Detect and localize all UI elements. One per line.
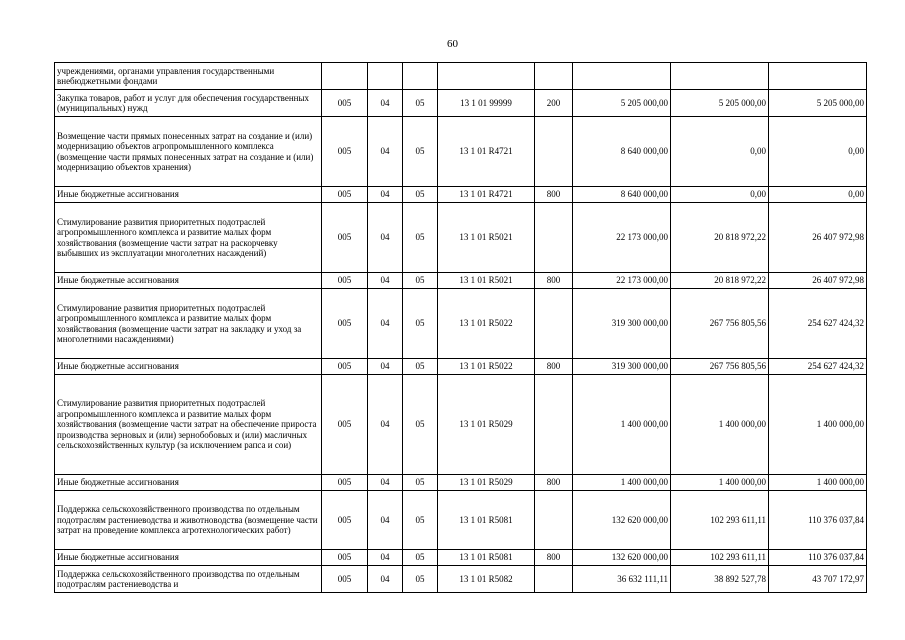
section-code [368, 63, 403, 90]
department-code: 005 [322, 375, 368, 475]
amount-year-2: 267 756 805,56 [671, 359, 769, 375]
section-code: 04 [368, 273, 403, 289]
section-code: 04 [368, 550, 403, 566]
amount-year-1: 22 173 000,00 [573, 273, 671, 289]
amount-year-3 [769, 63, 867, 90]
section-code: 04 [368, 475, 403, 491]
amount-year-2: 102 293 611,11 [671, 491, 769, 550]
target-article-code: 13 1 01 R5022 [438, 359, 535, 375]
budget-item-name: Иные бюджетные ассигнования [55, 359, 322, 375]
subsection-code [403, 63, 438, 90]
expense-type-code [535, 566, 573, 593]
budget-table [54, 62, 867, 593]
budget-item-name: Иные бюджетные ассигнования [55, 550, 322, 566]
expense-type-code [535, 117, 573, 187]
expense-type-code [535, 63, 573, 90]
subsection-code: 05 [403, 203, 438, 273]
amount-year-2: 0,00 [671, 117, 769, 187]
table-row [55, 566, 867, 593]
amount-year-2: 38 892 527,78 [671, 566, 769, 593]
amount-year-2: 5 205 000,00 [671, 90, 769, 117]
expense-type-code [535, 491, 573, 550]
subsection-code: 05 [403, 273, 438, 289]
amount-year-2: 20 818 972,22 [671, 203, 769, 273]
expense-type-code: 200 [535, 90, 573, 117]
expense-type-code: 800 [535, 475, 573, 491]
table-row [55, 550, 867, 566]
subsection-code: 05 [403, 491, 438, 550]
amount-year-1: 319 300 000,00 [573, 359, 671, 375]
expense-type-code [535, 375, 573, 475]
target-article-code [438, 63, 535, 90]
page-number: 60 [447, 38, 458, 50]
table-row [55, 289, 867, 359]
amount-year-1 [573, 63, 671, 90]
department-code: 005 [322, 491, 368, 550]
department-code: 005 [322, 90, 368, 117]
budget-item-name: учреждениями, органами управления государственными внебюджетными фондами [55, 63, 322, 90]
department-code: 005 [322, 203, 368, 273]
amount-year-1: 8 640 000,00 [573, 187, 671, 203]
target-article-code: 13 1 01 R5081 [438, 491, 535, 550]
amount-year-3: 110 376 037,84 [769, 491, 867, 550]
budget-item-name: Стимулирование развития приоритетных подотраслей агропромышленного комплекса и развитие малых форм хозяйствования (возмещение части затрат на закладку и уход за многолетними насаждениями) [55, 289, 322, 359]
expense-type-code: 800 [535, 187, 573, 203]
budget-item-name: Иные бюджетные ассигнования [55, 475, 322, 491]
department-code [322, 63, 368, 90]
subsection-code: 05 [403, 550, 438, 566]
table-row [55, 273, 867, 289]
target-article-code: 13 1 01 R5082 [438, 566, 535, 593]
table-row [55, 475, 867, 491]
section-code: 04 [368, 359, 403, 375]
department-code: 005 [322, 475, 368, 491]
budget-item-name: Иные бюджетные ассигнования [55, 187, 322, 203]
amount-year-1: 8 640 000,00 [573, 117, 671, 187]
section-code: 04 [368, 289, 403, 359]
table-body [55, 63, 867, 593]
amount-year-3: 0,00 [769, 117, 867, 187]
amount-year-1: 1 400 000,00 [573, 475, 671, 491]
amount-year-1: 5 205 000,00 [573, 90, 671, 117]
target-article-code: 13 1 01 R5021 [438, 203, 535, 273]
target-article-code: 13 1 01 R5029 [438, 375, 535, 475]
section-code: 04 [368, 90, 403, 117]
subsection-code: 05 [403, 566, 438, 593]
amount-year-3: 0,00 [769, 187, 867, 203]
subsection-code: 05 [403, 375, 438, 475]
target-article-code: 13 1 01 R5022 [438, 289, 535, 359]
section-code: 04 [368, 117, 403, 187]
table-row [55, 375, 867, 475]
section-code: 04 [368, 203, 403, 273]
amount-year-2 [671, 63, 769, 90]
amount-year-3: 110 376 037,84 [769, 550, 867, 566]
target-article-code: 13 1 01 R4721 [438, 117, 535, 187]
table-row [55, 187, 867, 203]
amount-year-3: 1 400 000,00 [769, 475, 867, 491]
department-code: 005 [322, 273, 368, 289]
section-code: 04 [368, 375, 403, 475]
subsection-code: 05 [403, 475, 438, 491]
budget-item-name: Стимулирование развития приоритетных подотраслей агропромышленного комплекса и развитие малых форм хозяйствования (возмещение части затрат на обеспечение прироста производства зерновых и (или) зернобобовых и (или) масличных сельскохозяйственных культур (за исключением рапса и сои) [55, 375, 322, 475]
table-row [55, 117, 867, 187]
amount-year-1: 1 400 000,00 [573, 375, 671, 475]
budget-item-name: Поддержка сельскохозяйственного производства по отдельным подотраслям растениеводства и [55, 566, 322, 593]
amount-year-3: 5 205 000,00 [769, 90, 867, 117]
expense-type-code: 800 [535, 273, 573, 289]
table-row [55, 63, 867, 90]
budget-item-name: Иные бюджетные ассигнования [55, 273, 322, 289]
budget-item-name: Закупка товаров, работ и услуг для обеспечения государственных (муниципальных) нужд [55, 90, 322, 117]
subsection-code: 05 [403, 117, 438, 187]
amount-year-1: 36 632 111,11 [573, 566, 671, 593]
amount-year-2: 267 756 805,56 [671, 289, 769, 359]
amount-year-1: 22 173 000,00 [573, 203, 671, 273]
table-row [55, 359, 867, 375]
section-code: 04 [368, 566, 403, 593]
amount-year-2: 0,00 [671, 187, 769, 203]
amount-year-3: 1 400 000,00 [769, 375, 867, 475]
budget-item-name: Поддержка сельскохозяйственного производства по отдельным подотраслям растениеводства и животноводства (возмещение части затрат на проведение комплекса агротехнологических работ) [55, 491, 322, 550]
section-code: 04 [368, 491, 403, 550]
amount-year-2: 1 400 000,00 [671, 375, 769, 475]
department-code: 005 [322, 566, 368, 593]
amount-year-3: 26 407 972,98 [769, 273, 867, 289]
amount-year-2: 20 818 972,22 [671, 273, 769, 289]
subsection-code: 05 [403, 187, 438, 203]
expense-type-code: 800 [535, 550, 573, 566]
table-row [55, 90, 867, 117]
amount-year-1: 319 300 000,00 [573, 289, 671, 359]
subsection-code: 05 [403, 90, 438, 117]
amount-year-2: 102 293 611,11 [671, 550, 769, 566]
target-article-code: 13 1 01 R4721 [438, 187, 535, 203]
department-code: 005 [322, 187, 368, 203]
subsection-code: 05 [403, 289, 438, 359]
target-article-code: 13 1 01 R5021 [438, 273, 535, 289]
department-code: 005 [322, 289, 368, 359]
section-code: 04 [368, 187, 403, 203]
amount-year-3: 254 627 424,32 [769, 359, 867, 375]
table-row [55, 491, 867, 550]
amount-year-3: 26 407 972,98 [769, 203, 867, 273]
amount-year-3: 43 707 172,97 [769, 566, 867, 593]
expense-type-code [535, 289, 573, 359]
department-code: 005 [322, 359, 368, 375]
department-code: 005 [322, 550, 368, 566]
expense-type-code: 800 [535, 359, 573, 375]
table-row [55, 203, 867, 273]
budget-item-name: Возмещение части прямых понесенных затрат на создание и (или) модернизацию объектов агропромышленного комплекса (возмещение части прямых понесенных затрат на создание и (или) модернизацию объектов хранения) [55, 117, 322, 187]
amount-year-1: 132 620 000,00 [573, 550, 671, 566]
target-article-code: 13 1 01 R5029 [438, 475, 535, 491]
amount-year-3: 254 627 424,32 [769, 289, 867, 359]
department-code: 005 [322, 117, 368, 187]
amount-year-1: 132 620 000,00 [573, 491, 671, 550]
expense-type-code [535, 203, 573, 273]
budget-item-name: Стимулирование развития приоритетных подотраслей агропромышленного комплекса и развитие малых форм хозяйствования (возмещение части затрат на раскорчевку выбывших из эксплуатации многолетних насаждений) [55, 203, 322, 273]
subsection-code: 05 [403, 359, 438, 375]
amount-year-2: 1 400 000,00 [671, 475, 769, 491]
target-article-code: 13 1 01 99999 [438, 90, 535, 117]
target-article-code: 13 1 01 R5081 [438, 550, 535, 566]
